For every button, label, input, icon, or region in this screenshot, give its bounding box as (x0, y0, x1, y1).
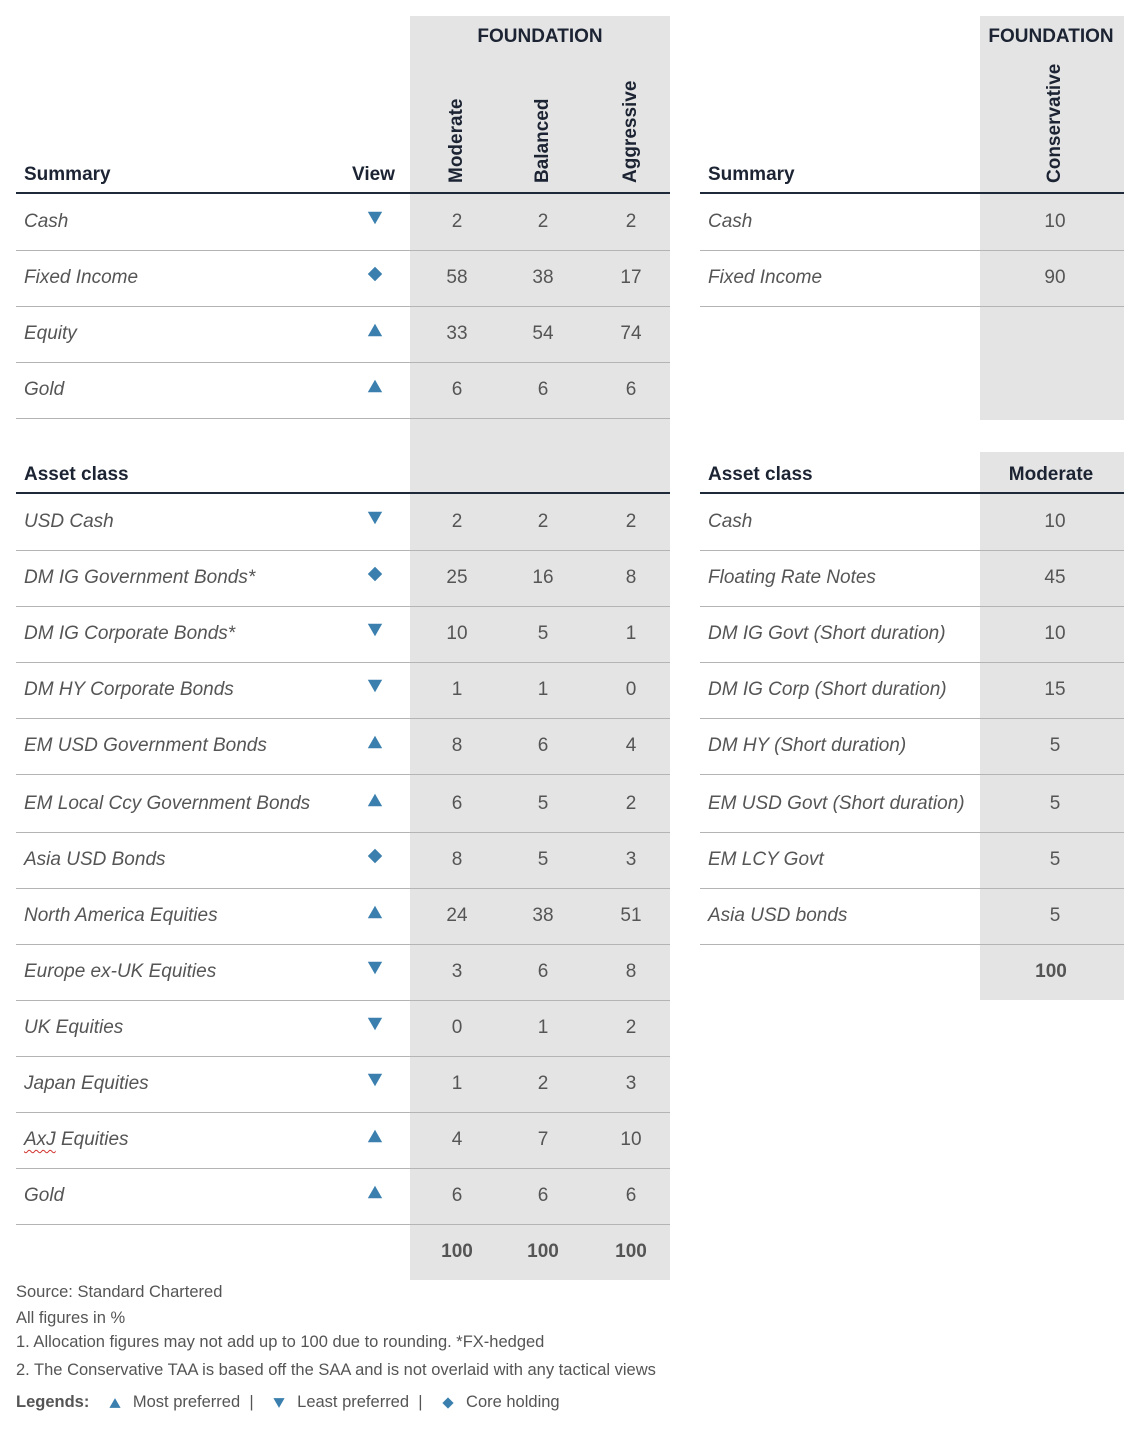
summary-row-value: 58 (446, 267, 468, 288)
asset-row-label: USD Cash (24, 511, 114, 532)
legend-most-preferred: Most preferred (132, 1393, 241, 1411)
row-divider (16, 1224, 670, 1225)
asset-row-value: 8 (625, 961, 637, 982)
asset-row-value: 10 (446, 623, 468, 644)
asset-row-value: 6 (625, 1185, 637, 1206)
row-divider (16, 1056, 670, 1057)
core-holding-diamond-icon (366, 265, 386, 285)
summary-row-label: Fixed Income (24, 267, 139, 288)
asset-row-value: 51 (620, 905, 642, 926)
asset-row-value: 3 (451, 961, 463, 982)
most-preferred-triangle-up-icon (366, 1183, 386, 1203)
row-divider (16, 888, 670, 889)
summary-row-value: 38 (532, 267, 554, 288)
asset-row-label: Asia USD Bonds (24, 849, 166, 870)
portfolio-header-balanced: Balanced (532, 98, 553, 183)
total-value: 100 (527, 1241, 559, 1262)
summary-row-value: 6 (625, 379, 637, 400)
asset-row-label: DM IG Government Bonds* (24, 567, 256, 588)
least-preferred-triangle-down-icon (366, 1015, 386, 1035)
row-divider (16, 418, 670, 419)
asset-row-value: 5 (537, 793, 549, 814)
asset-row-label: EM Local Ccy Government Bonds (24, 793, 311, 814)
asset-row-label: DM IG Corporate Bonds* (24, 623, 236, 644)
foundation-group-label-right: FOUNDATION (988, 26, 1114, 47)
row-divider-right (700, 250, 1124, 251)
most-preferred-triangle-up-icon (366, 903, 386, 923)
summary-row-value-right: 90 (1044, 267, 1066, 288)
asset-row-value: 2 (625, 793, 637, 814)
asset-row-label: Gold (24, 1185, 65, 1206)
asset-row-value: 3 (625, 849, 637, 870)
least-preferred-triangle-down-icon (366, 509, 386, 529)
most-preferred-triangle-up-icon (366, 377, 386, 397)
asset-class-header: Asset class (24, 464, 129, 485)
row-divider-right (700, 944, 1124, 945)
row-divider-right (700, 888, 1124, 889)
row-divider-right (700, 662, 1124, 663)
asset-class-header-right: Asset class (708, 464, 813, 485)
row-divider-right (700, 550, 1124, 551)
asset-row-label: DM HY Corporate Bonds (24, 679, 234, 700)
asset-row-value: 5 (537, 623, 549, 644)
least-preferred-triangle-down-icon (366, 1071, 386, 1091)
asset-row-label-right: EM USD Govt (Short duration) (708, 793, 965, 814)
asset-row-value: 7 (537, 1129, 549, 1150)
spellcheck-underlined-word: AxJ (24, 1129, 56, 1150)
asset-row-label-right: DM IG Corp (Short duration) (708, 679, 947, 700)
row-divider (16, 1168, 670, 1169)
total-value-right: 100 (1035, 961, 1067, 982)
row-divider (16, 250, 670, 251)
asset-row-label-right: DM IG Govt (Short duration) (708, 623, 946, 644)
footnote-source: Source: Standard Chartered (16, 1283, 223, 1301)
asset-row-value: 1 (451, 1073, 463, 1094)
asset-row-value: 2 (537, 1073, 549, 1094)
asset-row-value: 25 (446, 567, 468, 588)
summary-row-value: 74 (620, 323, 642, 344)
asset-row-value: 6 (451, 793, 463, 814)
row-divider (16, 832, 670, 833)
row-divider (16, 606, 670, 607)
least-preferred-triangle-down-icon (366, 677, 386, 697)
asset-row-value: 10 (620, 1129, 642, 1150)
asset-row-value: 8 (625, 567, 637, 588)
summary-row-label: Equity (24, 323, 77, 344)
asset-row-value: 2 (625, 511, 637, 532)
asset-row-value: 2 (451, 511, 463, 532)
asset-class-header-rule-right (700, 492, 1124, 494)
row-divider (16, 944, 670, 945)
row-divider-right (700, 774, 1124, 775)
legend-core-holding: Core holding (466, 1393, 560, 1411)
summary-header-rule (16, 192, 670, 194)
asset-row-value: 24 (446, 905, 468, 926)
least-preferred-triangle-down-icon (366, 959, 386, 979)
total-value: 100 (615, 1241, 647, 1262)
row-divider-right (700, 306, 1124, 307)
legend-title: Legends: (16, 1393, 90, 1411)
row-divider (16, 662, 670, 663)
legend-separator: | (418, 1393, 423, 1411)
asset-row-label: UK Equities (24, 1017, 124, 1038)
row-divider (16, 718, 670, 719)
row-divider-right (700, 718, 1124, 719)
least-preferred-triangle-down-icon (366, 209, 386, 229)
most-preferred-triangle-up-icon (366, 733, 386, 753)
summary-row-label-right: Fixed Income (708, 267, 823, 288)
asset-row-label: Japan Equities (24, 1073, 149, 1094)
portfolio-header-conservative: Conservative (1044, 63, 1065, 183)
asset-row-value: 16 (532, 567, 554, 588)
asset-row-label-rest: Equities (55, 1129, 129, 1150)
core-holding-diamond-icon (441, 1396, 457, 1410)
summary-row-value: 33 (446, 323, 468, 344)
asset-row-value-right: 5 (1049, 735, 1061, 756)
asset-row-label: Europe ex-UK Equities (24, 961, 217, 982)
summary-row-value-right: 10 (1044, 211, 1066, 232)
summary-row-value: 2 (451, 211, 463, 232)
legend-separator: | (249, 1393, 254, 1411)
summary-header-right: Summary (708, 164, 795, 185)
asset-row-value: 38 (532, 905, 554, 926)
least-preferred-triangle-down-icon (272, 1396, 288, 1410)
asset-row-value-right: 10 (1044, 511, 1066, 532)
asset-row-value: 0 (451, 1017, 463, 1038)
asset-row-value-right: 10 (1044, 623, 1066, 644)
asset-row-value: 6 (537, 961, 549, 982)
asset-row-value-right: 5 (1049, 849, 1061, 870)
asset-row-value-right: 5 (1049, 905, 1061, 926)
least-preferred-triangle-down-icon (366, 621, 386, 641)
footnote-units: All figures in % (16, 1309, 126, 1327)
row-divider (16, 550, 670, 551)
summary-row-value: 6 (451, 379, 463, 400)
asset-row-value: 6 (537, 735, 549, 756)
asset-row-label: North America Equities (24, 905, 218, 926)
summary-row-value: 54 (532, 323, 554, 344)
summary-row-value: 6 (537, 379, 549, 400)
most-preferred-triangle-up-icon (366, 791, 386, 811)
summary-row-value: 2 (537, 211, 549, 232)
asset-row-label-right: Asia USD bonds (708, 905, 848, 926)
total-value: 100 (441, 1241, 473, 1262)
asset-row-value: 2 (537, 511, 549, 532)
summary-header: Summary (24, 164, 111, 185)
asset-row-label-right: Floating Rate Notes (708, 567, 876, 588)
asset-row-value: 3 (625, 1073, 637, 1094)
row-divider (16, 362, 670, 363)
summary-header-rule-right (700, 192, 1124, 194)
legend (16, 1393, 560, 1412)
footnote-note1: 1. Allocation figures may not add up to 100 due to rounding. *FX-hedged (16, 1333, 545, 1351)
asset-row-label: EM USD Government Bonds (24, 735, 267, 756)
row-divider-right (700, 832, 1124, 833)
footnote-note2: 2. The Conservative TAA is based off the SAA and is not overlaid with any tactical views (16, 1361, 656, 1379)
row-divider (16, 774, 670, 775)
asset-row-value: 1 (625, 623, 637, 644)
view-header: View (352, 164, 395, 185)
asset-row-value: 2 (625, 1017, 637, 1038)
asset-class-header-rule (16, 492, 670, 494)
portfolio-header-moderate: Moderate (446, 98, 467, 183)
summary-row-value: 2 (625, 211, 637, 232)
asset-row-value: 8 (451, 735, 463, 756)
asset-row-value: 1 (451, 679, 463, 700)
most-preferred-triangle-up-icon (366, 1127, 386, 1147)
asset-row-label-right: Cash (708, 511, 753, 532)
row-divider (16, 1000, 670, 1001)
legend-least-preferred: Least preferred (297, 1393, 410, 1411)
portfolio-header-aggressive: Aggressive (620, 80, 641, 183)
most-preferred-triangle-up-icon (366, 321, 386, 341)
row-divider-right (700, 606, 1124, 607)
asset-row-value: 1 (537, 679, 549, 700)
asset-row-value: 4 (625, 735, 637, 756)
asset-row-value: 6 (537, 1185, 549, 1206)
summary-row-label-right: Cash (708, 211, 753, 232)
asset-row-label-right: EM LCY Govt (708, 849, 824, 870)
summary-row-label: Cash (24, 211, 69, 232)
asset-row-label (24, 1129, 129, 1151)
asset-row-value-right: 15 (1044, 679, 1066, 700)
most-preferred-triangle-up-icon (108, 1396, 124, 1410)
summary-row-label: Gold (24, 379, 65, 400)
asset-row-label-right: DM HY (Short duration) (708, 735, 907, 756)
asset-row-value-right: 45 (1044, 567, 1066, 588)
row-divider (16, 306, 670, 307)
asset-row-value: 0 (625, 679, 637, 700)
foundation-group-label: FOUNDATION (477, 26, 603, 47)
row-divider (16, 1112, 670, 1113)
asset-row-value-right: 5 (1049, 793, 1061, 814)
asset-row-value: 5 (537, 849, 549, 870)
asset-row-value: 6 (451, 1185, 463, 1206)
core-holding-diamond-icon (366, 565, 386, 585)
moderate-column-header: Moderate (1008, 464, 1094, 485)
asset-row-value: 8 (451, 849, 463, 870)
summary-row-value: 17 (620, 267, 642, 288)
asset-row-value: 4 (451, 1129, 463, 1150)
core-holding-diamond-icon (366, 847, 386, 867)
asset-row-value: 1 (537, 1017, 549, 1038)
